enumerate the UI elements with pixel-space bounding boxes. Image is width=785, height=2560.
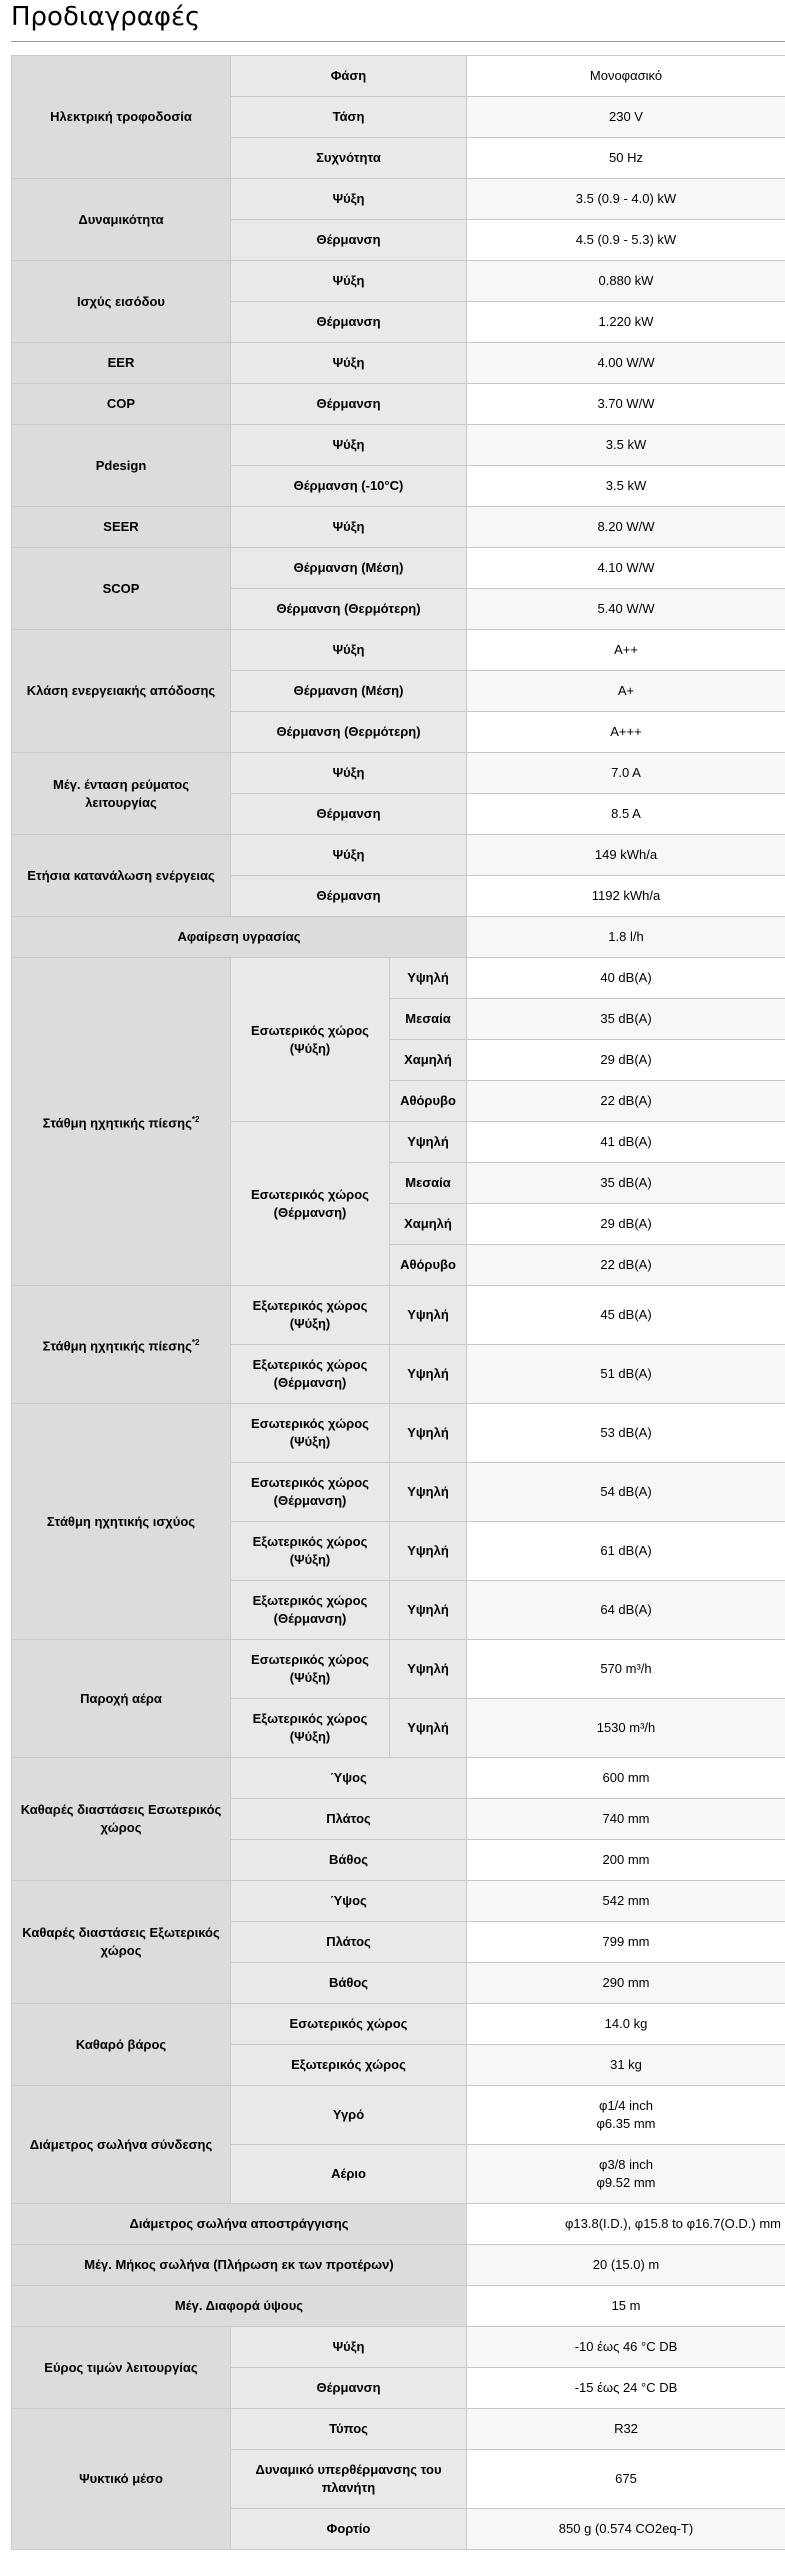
table-row: [12, 179, 785, 220]
spec-value: 20 (15.0) m: [467, 2245, 785, 2286]
table-row: [12, 958, 785, 999]
spec-category: Στάθμη ηχητικής πίεσης$^{*2}$: [12, 958, 231, 1286]
spec-category: Κλάση ενεργειακής απόδοσης: [12, 630, 231, 753]
spec-label: Βάθος: [231, 1840, 467, 1881]
spec-label: Εξωτερικός χώρος (Ψύξη): [231, 1522, 390, 1581]
spec-value: 149 kWh/a: [467, 835, 785, 876]
table-row: [12, 753, 785, 794]
spec-value: 675: [467, 2450, 785, 2509]
spec-sublabel: Υψηλή: [390, 1122, 467, 1163]
spec-value: 53 dB(A): [467, 1404, 785, 1463]
spec-label: Ύψος: [231, 1881, 467, 1922]
spec-label: Αέριο: [231, 2145, 467, 2204]
spec-label: Υγρό: [231, 2086, 467, 2145]
spec-sublabel: Υψηλή: [390, 1286, 467, 1345]
spec-category: Μέγ. Μήκος σωλήνα (Πλήρωση εκ των προτέρων): [12, 2245, 467, 2286]
spec-value: A++: [467, 630, 785, 671]
spec-label: Βάθος: [231, 1963, 467, 2004]
spec-label: Θέρμανση: [231, 220, 467, 261]
spec-label: Θέρμανση: [231, 384, 467, 425]
spec-value: Μονοφασικό: [467, 56, 785, 97]
spec-category: Ισχύς εισόδου: [12, 261, 231, 343]
spec-label: Εσωτερικός χώρος: [231, 2004, 467, 2045]
spec-sublabel: Αθόρυβο: [390, 1081, 467, 1122]
spec-category: Μέγ. ένταση ρεύματος λειτουργίας: [12, 753, 231, 835]
spec-category: Παροχή αέρα: [12, 1640, 231, 1758]
spec-label: Φάση: [231, 56, 467, 97]
spec-value: 29 dB(A): [467, 1204, 785, 1245]
spec-label: Τύπος: [231, 2409, 467, 2450]
spec-sublabel: Αθόρυβο: [390, 1245, 467, 1286]
table-row: [12, 2409, 785, 2450]
spec-category: SEER: [12, 507, 231, 548]
spec-value: 290 mm: [467, 1963, 785, 2004]
spec-value: 1.220 kW: [467, 302, 785, 343]
spec-value: 45 dB(A): [467, 1286, 785, 1345]
table-row: [12, 1758, 785, 1799]
table-row: [12, 1881, 785, 1922]
spec-category: Μέγ. Διαφορά ύψους: [12, 2286, 467, 2327]
spec-value: 3.5 kW: [467, 466, 785, 507]
spec-label: Ύψος: [231, 1758, 467, 1799]
spec-value: 7.0 A: [467, 753, 785, 794]
spec-category: Στάθμη ηχητικής ισχύος: [12, 1404, 231, 1640]
spec-label: Εξωτερικός χώρος (Θέρμανση): [231, 1581, 390, 1640]
table-row: [12, 2327, 785, 2368]
spec-value: φ3/8 inch φ9.52 mm: [467, 2145, 785, 2204]
spec-category: Ψυκτικό μέσο: [12, 2409, 231, 2550]
table-row: [12, 548, 785, 589]
spec-label: Εξωτερικός χώρος (Ψύξη): [231, 1286, 390, 1345]
spec-sublabel: Χαμηλή: [390, 1040, 467, 1081]
spec-value: 40 dB(A): [467, 958, 785, 999]
spec-value: 3.70 W/W: [467, 384, 785, 425]
spec-category: Ετήσια κατανάλωση ενέργειας: [12, 835, 231, 917]
spec-category: Καθαρές διαστάσεις Εσωτερικός χώρος: [12, 1758, 231, 1881]
spec-value: 4.5 (0.9 - 5.3) kW: [467, 220, 785, 261]
spec-sublabel: Υψηλή: [390, 1522, 467, 1581]
spec-value: 35 dB(A): [467, 1163, 785, 1204]
spec-table: [11, 55, 785, 2550]
spec-label: Θέρμανση (Μέση): [231, 548, 467, 589]
spec-value: 740 mm: [467, 1799, 785, 1840]
spec-label: Ψύξη: [231, 753, 467, 794]
spec-value: 15 m: [467, 2286, 785, 2327]
spec-value: -10 έως 46 °C DB: [467, 2327, 785, 2368]
spec-sublabel: Υψηλή: [390, 1699, 467, 1758]
spec-sublabel: Υψηλή: [390, 1640, 467, 1699]
spec-category: Δυναμικότητα: [12, 179, 231, 261]
table-row: [12, 1404, 785, 1463]
spec-category: Εύρος τιμών λειτουργίας: [12, 2327, 231, 2409]
spec-value: R32: [467, 2409, 785, 2450]
spec-value: 4.10 W/W: [467, 548, 785, 589]
spec-category: Αφαίρεση υγρασίας: [12, 917, 467, 958]
spec-sublabel: Υψηλή: [390, 1345, 467, 1404]
spec-category: Καθαρό βάρος: [12, 2004, 231, 2086]
spec-sublabel: Υψηλή: [390, 1581, 467, 1640]
spec-value: 35 dB(A): [467, 999, 785, 1040]
spec-sublabel: Υψηλή: [390, 1404, 467, 1463]
spec-value: 64 dB(A): [467, 1581, 785, 1640]
spec-value: 31 kg: [467, 2045, 785, 2086]
spec-value: 14.0 kg: [467, 2004, 785, 2045]
spec-label: Τάση: [231, 97, 467, 138]
spec-sublabel: Μεσαία: [390, 1163, 467, 1204]
spec-value: 542 mm: [467, 1881, 785, 1922]
spec-category: Καθαρές διαστάσεις Εξωτερικός χώρος: [12, 1881, 231, 2004]
table-row: [12, 425, 785, 466]
spec-value: 8.20 W/W: [467, 507, 785, 548]
spec-label: Θέρμανση (Θερμότερη): [231, 589, 467, 630]
spec-category: Διάμετρος σωλήνα αποστράγγισης: [12, 2204, 467, 2245]
spec-category: SCOP: [12, 548, 231, 630]
page-title: Προδιαγραφές: [11, 2, 201, 32]
spec-value: 8.5 A: [467, 794, 785, 835]
spec-value: 22 dB(A): [467, 1081, 785, 1122]
spec-label: Πλάτος: [231, 1799, 467, 1840]
spec-label: Εσωτερικός χώρος (Θέρμανση): [231, 1463, 390, 1522]
spec-value: 3.5 (0.9 - 4.0) kW: [467, 179, 785, 220]
spec-label: Ψύξη: [231, 425, 467, 466]
table-row: [12, 917, 785, 958]
spec-label: Δυναμικό υπερθέρμανσης του πλανήτη: [231, 2450, 467, 2509]
spec-value: 1.8 l/h: [467, 917, 785, 958]
spec-category: Pdesign: [12, 425, 231, 507]
spec-label: Πλάτος: [231, 1922, 467, 1963]
spec-value: 4.00 W/W: [467, 343, 785, 384]
table-row: [12, 2245, 785, 2286]
table-row: [12, 261, 785, 302]
spec-value: 230 V: [467, 97, 785, 138]
spec-value: 29 dB(A): [467, 1040, 785, 1081]
spec-label: Ψύξη: [231, 261, 467, 302]
spec-label: Ψύξη: [231, 507, 467, 548]
spec-label: Θέρμανση: [231, 302, 467, 343]
spec-category: EER: [12, 343, 231, 384]
spec-label: Εσωτερικός χώρος (Ψύξη): [231, 1404, 390, 1463]
spec-value: 54 dB(A): [467, 1463, 785, 1522]
spec-value: A+: [467, 671, 785, 712]
spec-label: Θέρμανση (-10°C): [231, 466, 467, 507]
spec-value: 799 mm: [467, 1922, 785, 1963]
spec-label: Ψύξη: [231, 630, 467, 671]
spec-category: Διάμετρος σωλήνα σύνδεσης: [12, 2086, 231, 2204]
spec-label: Συχνότητα: [231, 138, 467, 179]
spec-value: -15 έως 24 °C DB: [467, 2368, 785, 2409]
table-row: [12, 835, 785, 876]
spec-label: Φορτίο: [231, 2509, 467, 2550]
spec-value: 200 mm: [467, 1840, 785, 1881]
spec-label: Θέρμανση: [231, 876, 467, 917]
spec-value: 850 g (0.574 CO2eq-T): [467, 2509, 785, 2550]
spec-label: Εσωτερικός χώρος (Ψύξη): [231, 1640, 390, 1699]
spec-label: Θέρμανση (Θερμότερη): [231, 712, 467, 753]
table-row: [12, 2286, 785, 2327]
spec-label: Εσωτερικός χώρος (Ψύξη): [231, 958, 390, 1122]
spec-label: Ψύξη: [231, 835, 467, 876]
table-row: [12, 384, 785, 425]
spec-label: Εξωτερικός χώρος (Ψύξη): [231, 1699, 390, 1758]
spec-value: 5.40 W/W: [467, 589, 785, 630]
spec-value: 600 mm: [467, 1758, 785, 1799]
spec-sublabel: Υψηλή: [390, 1463, 467, 1522]
spec-category: Ηλεκτρική τροφοδοσία: [12, 56, 231, 179]
spec-label: Θέρμανση: [231, 794, 467, 835]
spec-value: 61 dB(A): [467, 1522, 785, 1581]
table-row: [12, 507, 785, 548]
table-row: [12, 2204, 785, 2245]
spec-value: φ13.8(I.D.), φ15.8 to φ16.7(O.D.) mm: [467, 2204, 785, 2245]
table-row: [12, 56, 785, 97]
spec-value: 570 m³/h: [467, 1640, 785, 1699]
table-row: [12, 343, 785, 384]
spec-value: 0.880 kW: [467, 261, 785, 302]
spec-label: Εσωτερικός χώρος (Θέρμανση): [231, 1122, 390, 1286]
table-row: [12, 630, 785, 671]
spec-label: Θέρμανση: [231, 2368, 467, 2409]
spec-value: 22 dB(A): [467, 1245, 785, 1286]
spec-label: Ψύξη: [231, 2327, 467, 2368]
title-divider: [11, 41, 785, 42]
spec-value: 41 dB(A): [467, 1122, 785, 1163]
spec-value: φ1/4 inch φ6.35 mm: [467, 2086, 785, 2145]
spec-value: 1530 m³/h: [467, 1699, 785, 1758]
spec-label: Εξωτερικός χώρος (Θέρμανση): [231, 1345, 390, 1404]
spec-value: A+++: [467, 712, 785, 753]
spec-label: Εξωτερικός χώρος: [231, 2045, 467, 2086]
spec-value: 51 dB(A): [467, 1345, 785, 1404]
spec-value: 3.5 kW: [467, 425, 785, 466]
spec-category: Στάθμη ηχητικής πίεσης$^{*2}$: [12, 1286, 231, 1404]
table-row: [12, 2086, 785, 2145]
spec-label: Ψύξη: [231, 343, 467, 384]
spec-value: 50 Hz: [467, 138, 785, 179]
table-row: [12, 2004, 785, 2045]
spec-category: COP: [12, 384, 231, 425]
spec-sublabel: Υψηλή: [390, 958, 467, 999]
spec-sublabel: Χαμηλή: [390, 1204, 467, 1245]
table-row: [12, 1640, 785, 1699]
spec-sublabel: Μεσαία: [390, 999, 467, 1040]
table-row: [12, 1286, 785, 1345]
spec-value: 1192 kWh/a: [467, 876, 785, 917]
spec-label: Θέρμανση (Μέση): [231, 671, 467, 712]
spec-label: Ψύξη: [231, 179, 467, 220]
